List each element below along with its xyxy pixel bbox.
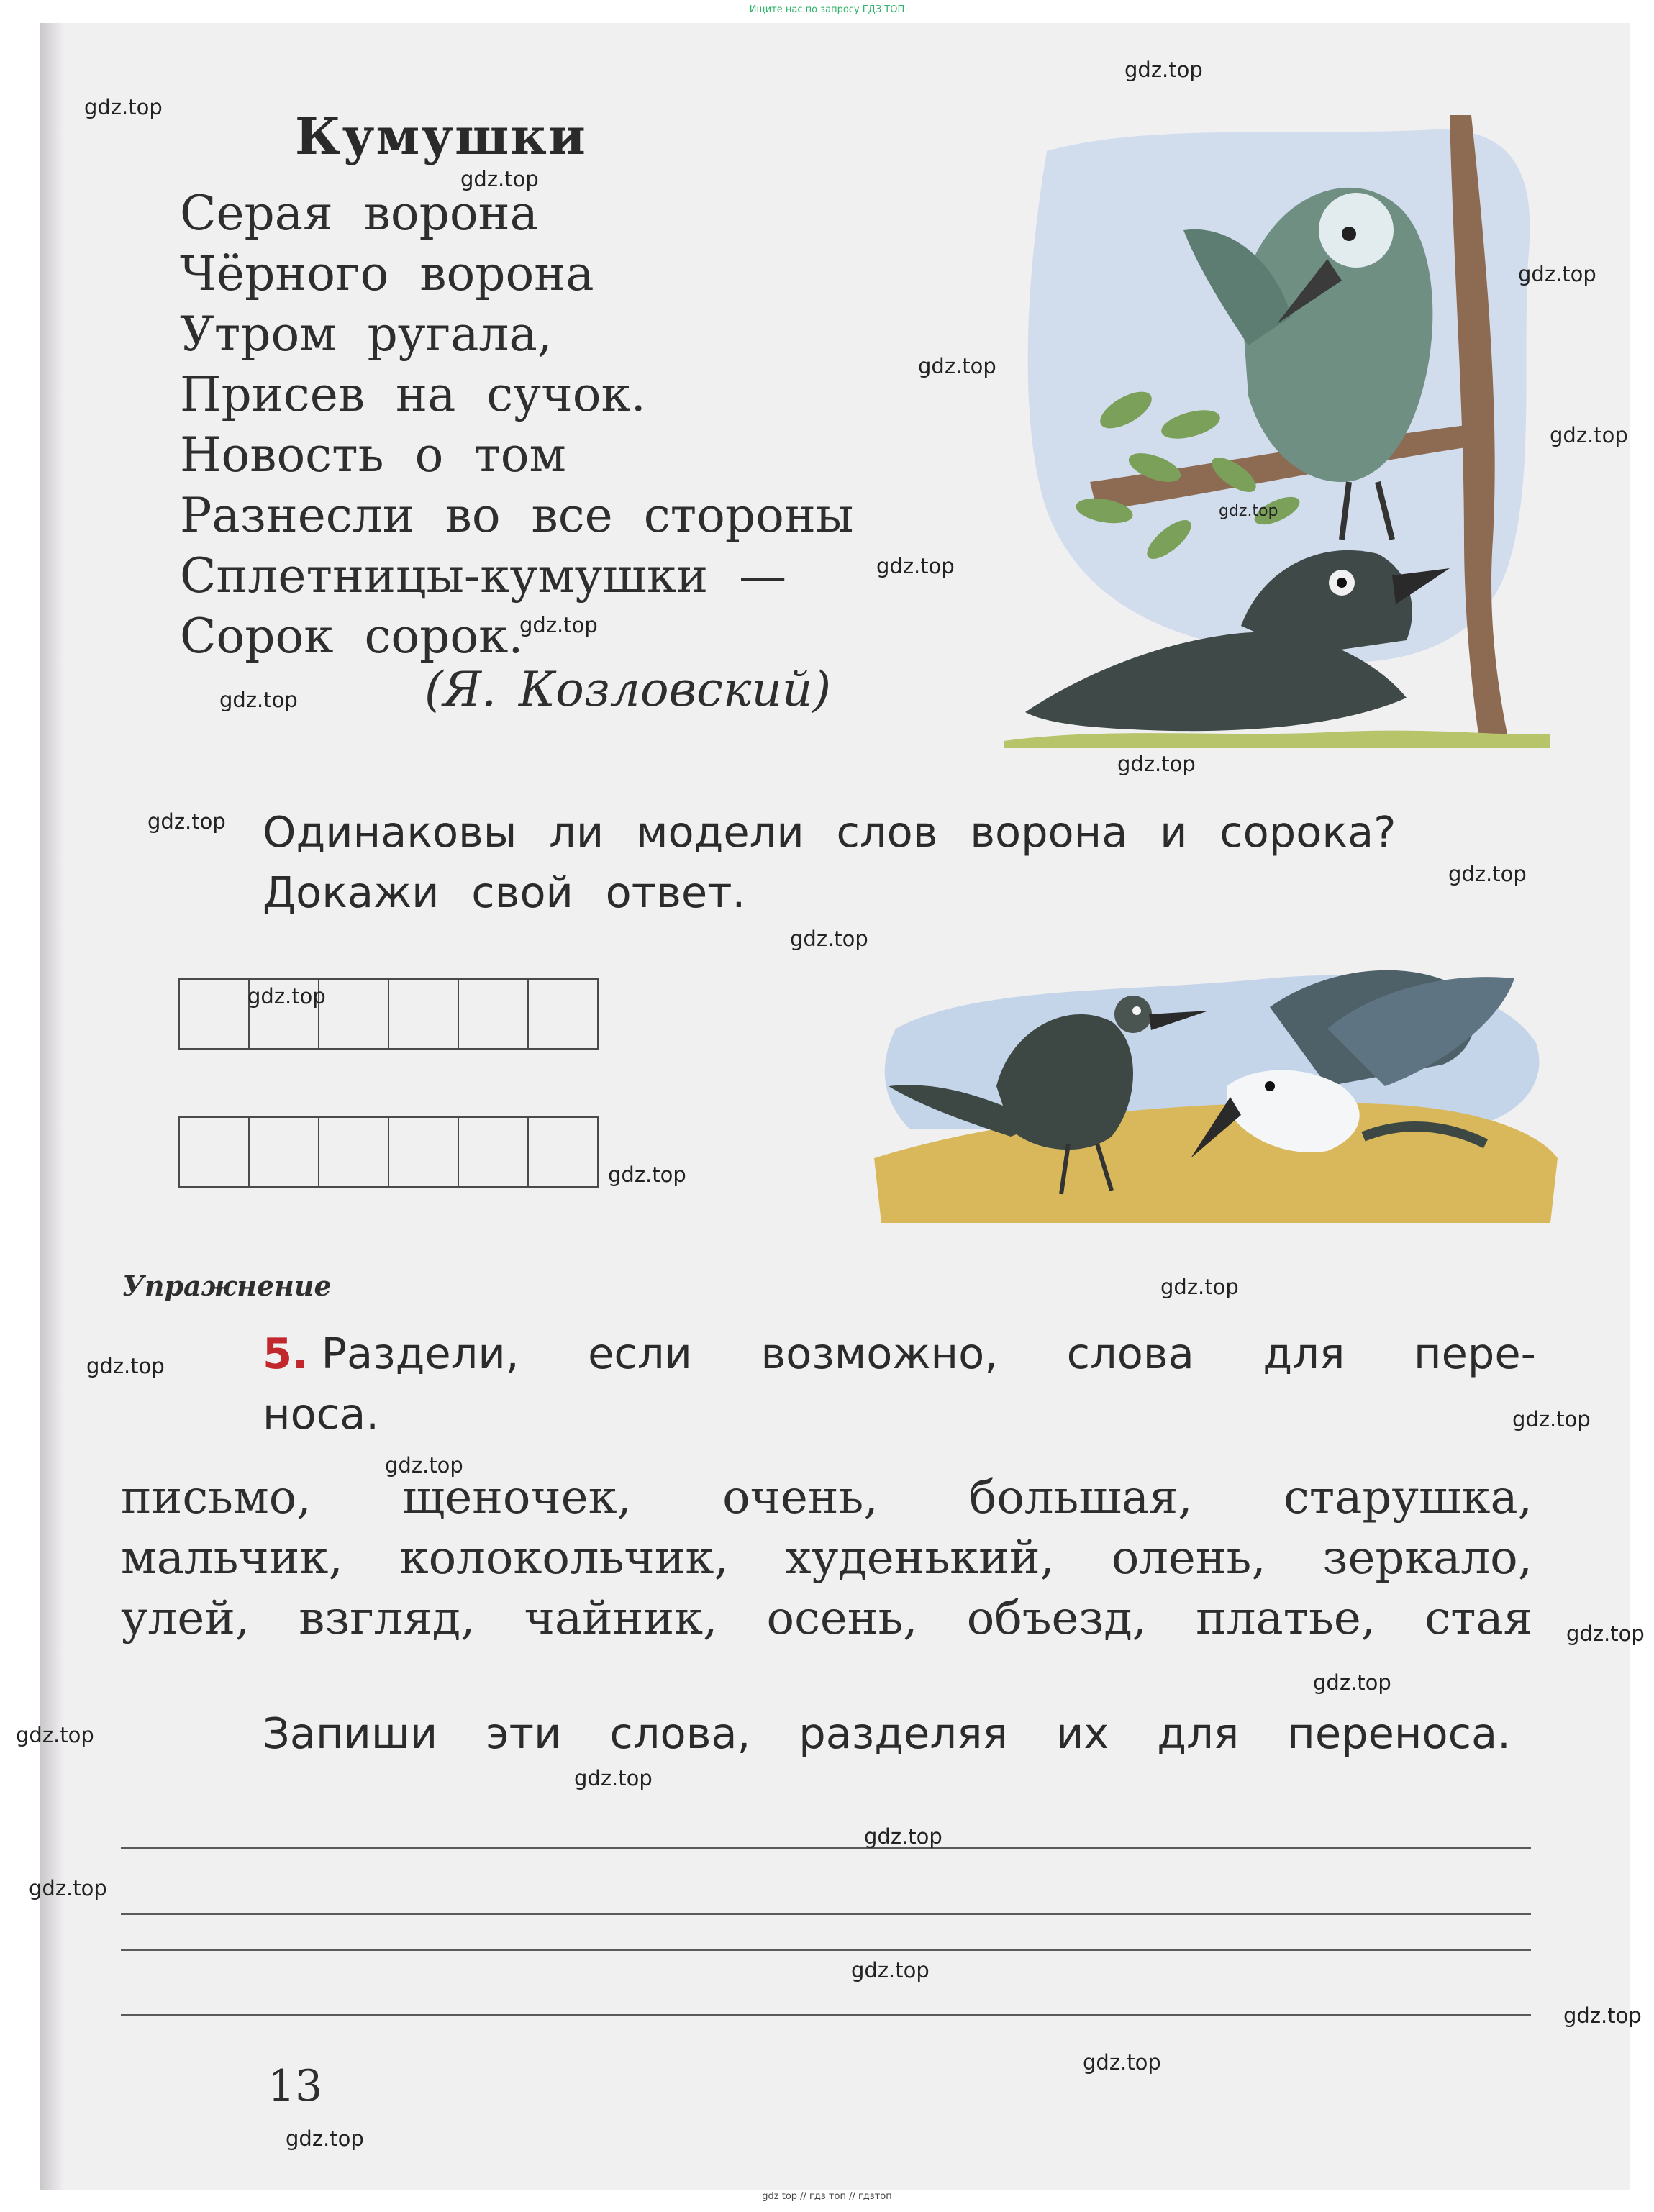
question-line: Одинаковы ли модели слов ворона и сорока? — [263, 807, 1396, 857]
watermark: gdz.top — [1550, 423, 1628, 447]
word: очень, — [722, 1471, 878, 1524]
poem-author: (Я. Козловский) — [424, 662, 832, 717]
watermark: gdz.top — [29, 1876, 107, 1901]
word: олень, — [1111, 1531, 1266, 1585]
task-line: носа. — [263, 1389, 380, 1439]
watermark: gdz.top — [876, 554, 955, 578]
watermark: gdz.top — [864, 1824, 942, 1849]
watermark: gdz.top — [918, 354, 996, 378]
task-word: если — [588, 1329, 692, 1378]
watermark: gdz.top — [1160, 1275, 1239, 1299]
top-banner[interactable]: Ищите нас по запросу ГДЗ ТОП — [749, 4, 905, 15]
word-model-grid-1 — [178, 978, 599, 1050]
poem-line: Разнесли во все стороны — [180, 488, 854, 543]
instruction-word: эти — [486, 1708, 562, 1758]
watermark: gdz.top — [247, 984, 326, 1009]
word: щеночек, — [401, 1471, 632, 1524]
watermark: gdz.top — [790, 927, 868, 951]
watermark: gdz.top — [86, 1354, 165, 1378]
task-word: слова — [1066, 1329, 1194, 1378]
word: колокольчик, — [399, 1531, 729, 1585]
poem-line: Новость о том — [180, 427, 566, 483]
model-cell[interactable] — [388, 1117, 458, 1187]
model-cell[interactable] — [179, 1117, 249, 1187]
instruction-word: слова, — [609, 1708, 751, 1758]
word: стая — [1424, 1592, 1532, 1645]
watermark: gdz.top — [286, 2126, 364, 2151]
watermark: gdz.top — [1117, 752, 1196, 776]
poem-line: Утром ругала, — [180, 306, 553, 362]
task-word — [263, 1324, 519, 1384]
model-cell[interactable] — [388, 979, 458, 1049]
word: взгляд, — [299, 1592, 476, 1645]
instruction-word: их — [1056, 1708, 1109, 1758]
model-cell[interactable] — [249, 1117, 319, 1187]
word: худенький, — [785, 1531, 1055, 1585]
writing-line[interactable] — [121, 1847, 1531, 1849]
watermark: gdz.top — [1313, 1670, 1391, 1695]
poem-title: Кумушки — [295, 106, 587, 166]
watermark: gdz.top — [1448, 862, 1527, 886]
poem-line: Присев на сучок. — [180, 367, 646, 422]
word: платье, — [1196, 1592, 1376, 1645]
watermark: gdz.top — [1083, 2050, 1161, 2075]
word-row — [121, 1467, 1532, 1528]
watermark: gdz.top — [147, 809, 226, 834]
crows-on-branch-illustration — [1004, 108, 1550, 748]
word: мальчик, — [121, 1531, 343, 1585]
bottom-banner[interactable]: gdz top // гдз топ // гдзтоп — [762, 2191, 892, 2202]
exercise-label: Упражнение — [122, 1270, 332, 1302]
exercise-number: 5. — [263, 1329, 309, 1378]
watermark: gdz.top — [385, 1453, 463, 1478]
word: осень, — [766, 1592, 918, 1645]
word: чайник, — [524, 1592, 718, 1645]
poem-text — [180, 183, 853, 667]
watermark: gdz.top — [851, 1958, 930, 1983]
word-row — [121, 1588, 1532, 1649]
poem-line: Чёрного ворона — [180, 246, 594, 301]
instruction-word: Запиши — [263, 1708, 438, 1758]
model-cell[interactable] — [528, 979, 598, 1049]
writing-line[interactable] — [121, 1949, 1531, 1951]
watermark: gdz.top — [1219, 502, 1278, 520]
word: большая, — [968, 1471, 1193, 1524]
exercise-task — [263, 1324, 1543, 1444]
poem-line: Серая ворона — [180, 186, 538, 241]
word: старушка, — [1283, 1471, 1532, 1524]
task-word: пере- — [1414, 1329, 1536, 1378]
task-line — [263, 1324, 1536, 1384]
model-cell[interactable] — [319, 979, 388, 1049]
poem-line: Сорок сорок. — [180, 609, 524, 664]
model-cell[interactable] — [179, 979, 249, 1049]
watermark: gdz.top — [16, 1723, 94, 1747]
model-cell[interactable] — [319, 1117, 388, 1187]
watermark: gdz.top — [519, 613, 598, 637]
model-cell[interactable] — [458, 1117, 528, 1187]
instruction-word: разделяя — [799, 1708, 1009, 1758]
writing-line[interactable] — [121, 2014, 1531, 2016]
watermark: gdz.top — [1563, 2003, 1642, 2028]
writing-line[interactable] — [121, 1913, 1531, 1915]
word-list — [121, 1467, 1532, 1649]
word-model-grid-2 — [178, 1116, 599, 1188]
model-cell[interactable] — [528, 1117, 598, 1187]
task-word: для — [1263, 1329, 1345, 1378]
question-line: Докажи свой ответ. — [263, 868, 746, 917]
write-instruction — [263, 1708, 1511, 1758]
watermark: gdz.top — [1566, 1621, 1645, 1646]
question-text — [263, 802, 1396, 923]
watermark: gdz.top — [84, 95, 163, 119]
watermark: gdz.top — [460, 167, 539, 191]
task-word: возможно, — [760, 1329, 998, 1378]
watermark: gdz.top — [1518, 262, 1596, 286]
task-word: Раздели, — [321, 1329, 519, 1378]
instruction-word: для — [1157, 1708, 1240, 1758]
watermark: gdz.top — [574, 1766, 653, 1790]
page-binding-shadow — [40, 23, 64, 2190]
word: зеркало, — [1322, 1531, 1532, 1585]
instruction-word: переноса. — [1287, 1708, 1511, 1758]
word-row — [121, 1528, 1532, 1588]
watermark: gdz.top — [219, 688, 298, 712]
word: объезд, — [966, 1592, 1148, 1645]
crow-and-magpie-illustration — [867, 942, 1561, 1223]
word: улей, — [121, 1592, 250, 1645]
watermark: gdz.top — [1124, 58, 1203, 82]
poem-line: Сплетницы-кумушки — — [180, 548, 787, 604]
watermark: gdz.top — [1512, 1407, 1591, 1432]
page-number: 13 — [268, 2061, 323, 2111]
model-cell[interactable] — [458, 979, 528, 1049]
word: письмо, — [121, 1471, 312, 1524]
watermark: gdz.top — [608, 1162, 686, 1187]
